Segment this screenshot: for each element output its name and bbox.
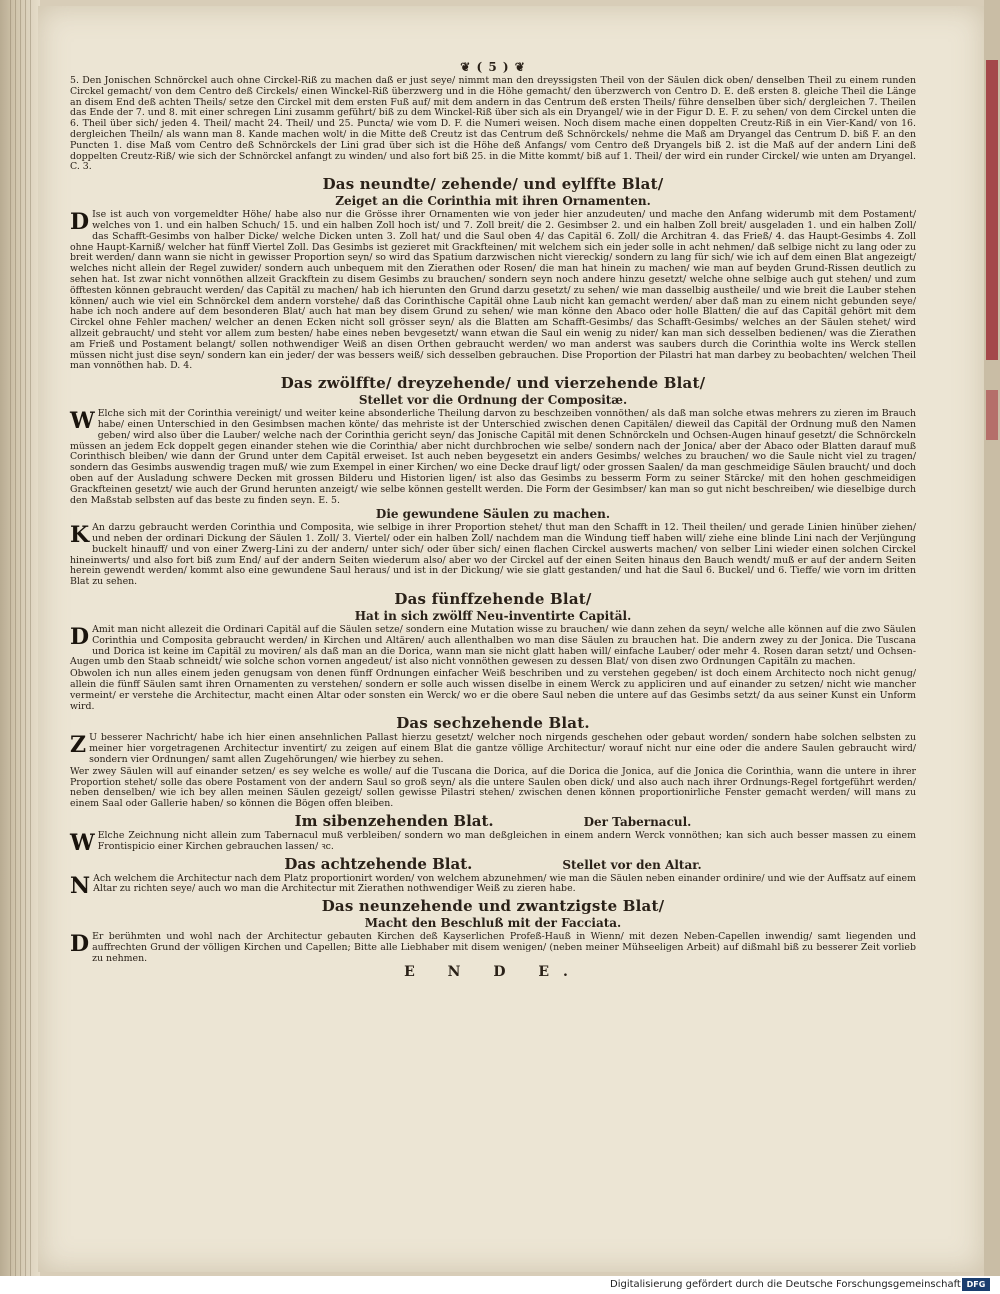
initial-letter: D: [70, 209, 90, 236]
page-number: ( 5 ): [476, 60, 510, 74]
red-tab-marker: [986, 60, 998, 360]
paragraph-facciata-text: Er berühmten und wohl nach der Architectur gebauten Kirchen deß Kayserlichen Profeß-Hauß in Wienn/ mit dezen Neben-Capellen inwendig/ samt liegenden und auffrechten Grund der völligen Kirchen und Capellen; Bitte alle Liebhaber mit disem wenigen/ (neben meiner Mühseeligen Arbeit) auf dißmahl biß zu besserer Zeit vorlieb zu nehmen.: [92, 931, 916, 964]
heading-blatt-18-subtitle: Stellet vor den Altar.: [562, 857, 702, 872]
initial-letter: W: [70, 830, 95, 857]
heading-blatt-19-20: Das neunzehende und zwantzigste Blat/: [321, 897, 665, 916]
heading-blatt-9-11: Das neundte/ zehende/ und eylffte Blat/: [322, 175, 664, 194]
paragraph-composita-text: Elche sich mit der Corinthia vereinigt/ und weiter keine absonderliche Theilung darvon zu beschzeiben vonnöthen/ als daß man solche etwas mehrers zu zieren im Brauch habe/ einen Unterschied in den Gesimbsen machen könte/ das mehriste ist der Unterschied zwischen denen Capitälen/ dieweil das Capitäl der Ordnung muß den Namen geben/ wird also über die Lauber/ welche nach der Corinthia gericht seyn/ das Jonische Capitäl mit denen Schnörckeln und Ochsen-Augen hinauf gesetzt/ die Schnörckeln müssen an jedem Eck doppelt gegen einander stehen wie die Corinthia/ aber nicht durchbrochen wie selbe/ sondern nach der Jonica/ aber der Abaco oder Blatten darauf muß Corinthisch bleiben/ wie dann der Grund unter dem Capitäl erweiset. Ist auch neben beygesetzt ein anders Gesimbs/ welches zu brauchen/ wo die Saule nicht viel zu tragen/ sondern das Gesimbs auswendig tragen muß/ wie zum Exempel in einer Kirchen/ wo eine Decke drauf ligt/ oder grossen Saalen/ da man geschmeidige Säulen braucht/ und doch oben auf der Ausladung schwere Decken mit grossen Bilderu und Historien ligen/ ist also das Gesimbs zu besserm Form zu seiner Stärcke/ mit den hohen geschmeidigen Grackfteinen gesetzt/ wie auch der Grund herunten anzeigt/ wie selbe können gestellt werden. Die Form der Gesimbser/ kan man so gut nicht beschreiben/ wie dieselbige durch den Maßstab selbsten auf das beste zu finden seyn. E. 5.: [70, 408, 916, 506]
initial-letter: N: [70, 872, 91, 899]
initial-letter: K: [70, 522, 90, 549]
initial-letter: D: [70, 624, 90, 651]
paragraph-twisted-columns: [70, 523, 916, 588]
ende-closing: E N D E.: [404, 963, 582, 980]
paragraph-altar: [70, 872, 916, 899]
page-edge-lines: [10, 0, 32, 1276]
heading-blatt-18: [70, 856, 916, 873]
heading-blatt-17-subtitle: Der Tabernacul.: [583, 815, 692, 830]
paragraph-ionic-volute: 5. Den Jonischen Schnörckel auch ohne Circkel-Riß zu machen daß er just seye/ nimmt man den dreyssigsten Theil von der Säulen dick oben/ denselben Theil zu einem runden Circkel gemacht/ von dem Centro deß Circkels/ einen Winckel-Riß überzwerg und in die Höhe gemacht/ den überzwerch von Centro D. E. deß ersten 8. gleiche Theil die Länge an disem End deß achten Theils/ setze den Circkel mit dem ersten Fuß auf/ mit dem andern in das Centrum deß ersten Theils/ führe denselben über sich/ dergleichen 7. Theilen das Ende der 7. und 8. mit einer schregen Lini zusamm geführt/ biß zu dem Winckel-Riß über sich als ein Dryangel/ wie in der Figur D. E. F. zu sehen/ von dem Circkel unten die 6. Theil über sich/ jeden 4. Theil/ macht 24. Theil/ und 25. Puncta/ wie vom D. F. die Numeri weisen. Noch disem mache einen doppelten Creutz-Riß in ein Vier-Kand/ von 16. dergleichen Theiln/ als wann man 8. Kande machen wolt/ in die Mitte deß Creutz ist das Centrum deß Schnörckels/ nehme die Maß am Dryangel das Centrum D. biß F. an den Puncten 1. dise Maß vom Centro deß Schnörckels der Lini grad über sich ist die Höhe deß Anfangs/ vom Centro deß Dryangels biß 2. ist die Maß auf der andern Lini deß doppelten Creutz-Riß/ wie sich der Schnörckel anfangt zu winden/ und also fort biß 25. in die Mitte kommt/ biß auf 1. Theil/ der wird ein runder Circkel/ wie unten am Dryangel. C. 3.: [70, 75, 916, 173]
initial-letter: W: [70, 408, 95, 435]
paragraph-palace-text: U besserer Nachricht/ habe ich hier einen ansehnlichen Pallast hierzu gesetzt/ welcher noch nirgends geschehen oder gebaut worden/ sondern habe solchen selbsten zu meiner hier vorgetragenen Architectur inventirt/ zu zeigen auf einem Blat die gantze völlige Architectur/ worauf nicht nur eine oder die andere Saulen gebraucht wird/ sondern vier Ordnungen/ samt allen Zugehörungen/ wie hierbey zu sehen.: [89, 732, 916, 766]
paragraph-corinthia: [70, 210, 916, 372]
paragraph-tabernacle-text: Elche Zeichnung nicht allein zum Tabernacul muß verbleiben/ sondern wo man deßgleichen in einem andern Werck vonnöthen; kan sich auch besser massen zu einem Frontispicio einer Kirchen gebrauchen lassen/ ꝛc.: [97, 830, 916, 852]
paragraph-stacking: Wer zwey Säulen will auf einander setzen/ es sey welche es wolle/ auf die Tuscana die Dorica, auf die Dorica die Jonica, auf die Jonica die Corinthia, wann die untere in ihrer Proportion stehet/ solle das obere Postament von der andern Saul so groß seyn/ als die untere Saulen oben dick/ und also auch nach ihrer Ordnungs-Regel fortgeführt werden/ neben denselben/ wie ich bey allen meinen Säulen gezeigt/ sollen gewisse Pilastri stehen/ zwischen denen können proportionirliche Fenster gemacht werden/ will mans zu einem Saal oder Gallerie haben/ so können die Bögen offen bleiben.: [70, 765, 916, 810]
heading-blatt-15: Das fünffzehende Blat/: [394, 590, 592, 609]
ornament-right-icon: ❦: [514, 60, 526, 74]
heading-blatt-17-title: Im sibenzehenden Blat.: [294, 812, 494, 831]
paragraph-capitals: [70, 625, 916, 668]
initial-letter: D: [70, 931, 90, 958]
subheading-corinthia: Zeiget an die Corinthia mit ihren Ornamenten.: [335, 194, 651, 209]
ornament-left-icon: ❦: [460, 60, 472, 74]
heading-blatt-12-14: Das zwölffte/ dreyzehende/ und vierzehende Blat/: [280, 374, 706, 393]
page-content: [70, 58, 916, 980]
paragraph-capitals-text: Amit man nicht allezeit die Ordinari Capitäl auf die Säulen setze/ sondern eine Mutation wisse zu brauchen/ wie dann zehen da seyn/ welche alle können auf die zwo Säulen Corinthia und Composita gebraucht werden/ in Kirchen und Altären/ auch allenthalben wo man dise Säulen zu brauchen hat. Die andern zwey zu der Jonica. Die Tuscana und Dorica ist keine im Capitäl zu moviren/ als daß man an die Dorica, wann man sie nicht glatt haben will/ einfache Lauber/ oder mehr 4. Rosen daran setzt/ und Ochsen-Augen umb den Staab schneidt/ wie solche schon vornen angedeut/ ist also nicht vonnöthen gewesen zu dessen Blat/ von disen zwo Ordnungen Capitäln zu machen.: [70, 624, 916, 668]
initial-letter: Z: [70, 732, 87, 759]
paragraph-corinthia-text: Ise ist auch von vorgemeldter Höhe/ habe also nur die Grösse ihrer Ornamenten wie von jeder hier anzudeuten/ und mache den Anfang widerumb mit dem Postament/ welches von 1. und ein halben Schuch/ 15. und ein halben Zoll hoch ist/ und 7. Zoll breit/ die 2. Gesimbser 2. und ein halben Zoll breit/ ausgeladen 1. und ein halben Zoll/ das Schafft-Gesimbs von halber Dicke/ welche Dicken unten 3. Zoll hat/ und die Saul oben 4/ das Capitäl 6. Zoll/ die Architran 4. das Frieß/ 4. das Haupt-Gesimbs 4. Zoll ohne Haupt-Karniß/ welcher hat fünff Viertel Zoll. Das Gesimbs ist gezieret mit Grackfteinen/ mit welchem sich ein jeder solle in acht nehmen/ daß selbige nicht zu lang oder zu breit werden/ dann wann sie nicht in gewisser Proportion seyn/ so wird das Spatium darzwischen nicht viereckig/ sondern zu lang für sich/ wie ich auf dem einen Blat angezeigt/ welches nicht allein der Regel zuwider/ sondern auch unbequem mit den Zierathen oder Rosen/ die man hat hinein zu machen/ wie man auf beyden Grund-Rissen deutlich zu sehen hat. Ist zwar nicht vonnöthen allzeit Grackftein zu disem Gesimbs zu brauchen/ sondern seyn noch andere hinzu gesetzt/ welche ohne selbige auch gut stehen/ und zum öfftesten können gebraucht werden/ das Capitäl zu machen/ hab ich hierunten den Grund darzu gesetzt/ zu sehen/ wie man dasselbig austheile/ und wie breit die Lauber stehen können/ auch wie viel ein Schnörckel dem andern vorstehe/ daß das Corinthische Capitäl ohne Laub nicht kan gemacht werden/ aber daß man zu einem nicht gebunden seye/ habe ich noch andere auf dem besonderen Blat/ auch hat man bey disem Grund zu sehen/ wie man könne den Abaco oder holle Blatten/ die auf das Capitäl gehört mit dem Circkel ohne Fehler machen/ welcher an denen Ecken nicht soll grösser seyn/ als die Blatten am Schafft-Gesimbs/ das Schafft-Gesimbs/ welches an der Säulen stehet/ wird allzeit gebraucht/ und steht vor allem zum besten/ habe eines neben bevgesetzt/ wann etwan die Saul ein wenig zu nider/ kan man sich desselben bedienen/ was die Zierathen am Frieß und Postament belangt/ sollen nothwendiger Weiß an disen Orthen gebraucht werden/ wo man anderst was saubers durch die Corinthia wolte ins Werck stellen müssen nicht just dise seyn/ sondern kan ein jeder/ der was bessers weiß/ sich desselben gebrauchen. Dise Proportion der Pilastri hat man darbey zu beobachten/ welchen Theil man vonnöthen hab. D. 4.: [70, 209, 916, 372]
paragraph-tabernacle: [70, 830, 916, 857]
heading-blatt-16: Das sechzehende Blat.: [396, 714, 590, 733]
subheading-capitals: Hat in sich zwölff Neu-inventirte Capitäl.: [354, 609, 632, 624]
paragraph-composita: [70, 409, 916, 506]
subheading-facciata: Macht den Beschluß mit der Facciata.: [364, 916, 622, 931]
subheading-twisted-columns: Die gewundene Säulen zu machen.: [375, 507, 611, 522]
subheading-composita: Stellet vor die Ordnung der Compositæ.: [358, 393, 628, 408]
dfg-logo: DFG: [962, 1278, 990, 1291]
paragraph-architect: Obwolen ich nun alles einem jeden genugsam von denen fünff Ordnungen einfacher Weiß beschriben und zu verstehen gegeben/ ist doch einem Architecto noch nicht genug/ allein die fünff Säulen samt ihren Ornamenten zu verstehen/ sondern er solle auch wissen diselbe in einem Werck zu appliciren und auf einander zu setzen/ nicht wie mancher vermeint/ er verstehe die Architectur, macht einen Altar oder sonsten ein Werck/ wo er die obere Saul neben die untere auf das Gesimbs setzt/ da aus seiner Kunst ein Unform wird.: [70, 668, 916, 712]
paragraph-palace: [70, 733, 916, 765]
heading-blatt-17: [70, 813, 916, 830]
red-tab-marker-small: [986, 390, 998, 440]
paragraph-altar-text: Ach welchem die Architectur nach dem Platz proportionirt worden/ von welchem abzunehmen/ wie man die Säulen neben einander ordinire/ und wie der Auffsatz auf einem Altar zu richten seye/ auch wo man die Architectur mit Zierathen nothwendiger Weiß zu zieren habe.: [93, 872, 916, 895]
paragraph-twisted-columns-text: An darzu gebraucht werden Corinthia und Composita, wie selbige in ihrer Proportion stehet/ thut man den Schafft in 12. Theil theilen/ und gerade Linien hinüber ziehen/ und neben der ordinari Dickung der Säulen 1. Zoll/ 3. Viertel/ oder ein halben Zoll/ nachdem man die Windung tieff haben will/ ziehe eine blinde Lini nach der Verjüngung buckelt hinauff/ und von einer Zwerg-Lini zu der andern/ unter sich/ oder über sich/ einen flachen Circkel auswerts machen/ von selber Lini wieder einen solchen Circkel hineinwerts/ und also fort biß zum End/ auf der andern Seiten wiederum also/ aber wo der Circkel auf der einen Seiten hinaus den Bauch wendt/ muß er auf der andern Seiten herein gewendt werden/ kommt also eine gewundene Saul heraus/ und ist in der Dickung/ wie sie glatt gestanden/ und hat die Saul 6. Buckel/ und 6. Tieffe/ wie vorn im dritten Blat zu sehen.: [70, 522, 916, 588]
page-number-line: [70, 58, 916, 76]
heading-blatt-18-title: Das achtzehende Blat.: [284, 854, 473, 873]
paragraph-facciata: [70, 932, 916, 964]
footer-credit: Digitalisierung gefördert durch die Deutsche Forschungsgemeinschaft: [610, 1279, 961, 1290]
